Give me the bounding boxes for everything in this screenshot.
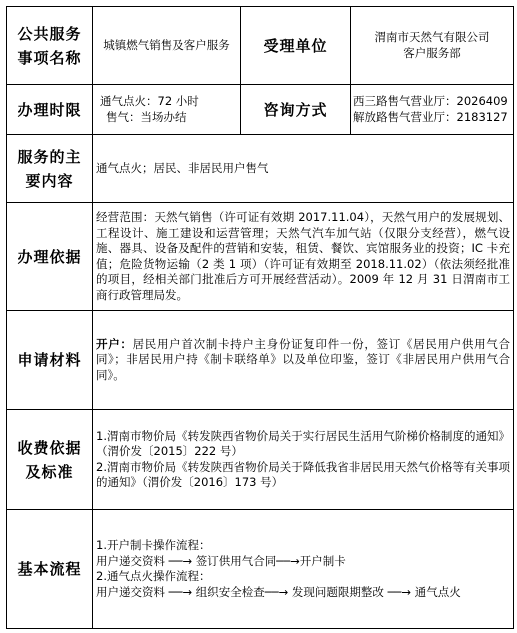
row-time-limit [7,85,514,135]
fees-header-line2: 及标准 [25,462,74,481]
main-content-header-line1: 服务的主 [17,147,82,166]
fees-item-1: 1.渭南市物价局《转发陕西省物价局关于实行居民生活用气阶梯价格制度的通知》（渭价发〔2015〕222 号） [96,428,510,458]
row-main-content [7,135,514,203]
time-limit-value [93,85,241,135]
accepting-unit-line1: 渭南市天然气有限公司 [374,30,490,44]
materials-text: 居民用户首次制卡持户主身份证复印件一份，签订《居民用户供用气合同》；非居民用户持《制卡联络单》以及单位印鉴，签订《非居民用户供用气合同》。 [96,336,510,382]
consult-header: 咨询方式 [241,85,351,135]
service-info-table [6,6,514,629]
process-line2: 用户递交资料 ──→ 签订供用气合同──→开户制卡 [96,553,346,568]
time-limit-line1: 通气点火：72 小时 [100,94,199,108]
service-name-header [7,7,93,85]
basis-header: 办理依据 [7,203,93,311]
accepting-unit-header: 受理单位 [241,7,351,85]
fees-value [93,410,514,510]
process-line3: 2.通气点火操作流程： [96,569,211,583]
materials-lead: 开户： [96,336,133,351]
materials-header: 申请材料 [7,311,93,410]
fees-header [7,410,93,510]
row-basis [7,203,514,311]
main-content-header-line2: 要内容 [25,171,74,190]
basis-value: 经营范围：天然气销售（许可证有效期 2017.11.04），天然气用户的发展规划、工程设计、施工建设和运营管理；天然气汽车加气站（仅限分支经营），燃气设施、器具、设备及配件的营销和安装，租赁、餐饮、宾馆服务业的投资；IC 卡充值；危险货物运输（2 类 1 项）（许可证有效期至 2018.11.02）（依法须经批准的项目，经相关部门批准后方可开展经营活动）。2009 年 12 月 31 日渭南市工商行政管理局发。 [93,203,514,311]
process-line4: 用户递交资料 ──→ 组织安全检查──→ 发现问题限期整改 ──→ 通气点火 [96,584,461,599]
service-name-header-line2: 事项名称 [17,48,82,67]
process-line1: 1.开户制卡操作流程： [96,538,211,552]
materials-value [93,311,514,410]
main-content-value: 通气点火；居民、非居民用户售气 [93,135,514,203]
service-name-value: 城镇燃气销售及客户服务 [93,7,241,85]
fees-item-2: 2.渭南市物价局《转发陕西省物价局关于降低我省非居民用天然气价格等有关事项的通知》（渭价发〔2016〕173 号） [96,459,510,489]
time-limit-line2: 售气：当场办结 [106,109,187,124]
row-service-name [7,7,514,85]
process-header: 基本流程 [7,510,93,629]
row-process [7,510,514,629]
row-fees [7,410,514,510]
accepting-unit-line2: 客户服务部 [403,45,461,60]
main-content-header [7,135,93,203]
accepting-unit-value [351,7,514,85]
consult-line1: 西三路售气营业厅：2026409 [353,94,508,108]
fees-header-line1: 收费依据 [17,438,82,457]
consult-line2: 解放路售气营业厅：2183127 [353,109,508,124]
consult-value [351,85,514,135]
time-limit-header: 办理时限 [7,85,93,135]
row-materials [7,311,514,410]
process-value [93,510,514,629]
service-name-header-line1: 公共服务 [17,24,82,43]
